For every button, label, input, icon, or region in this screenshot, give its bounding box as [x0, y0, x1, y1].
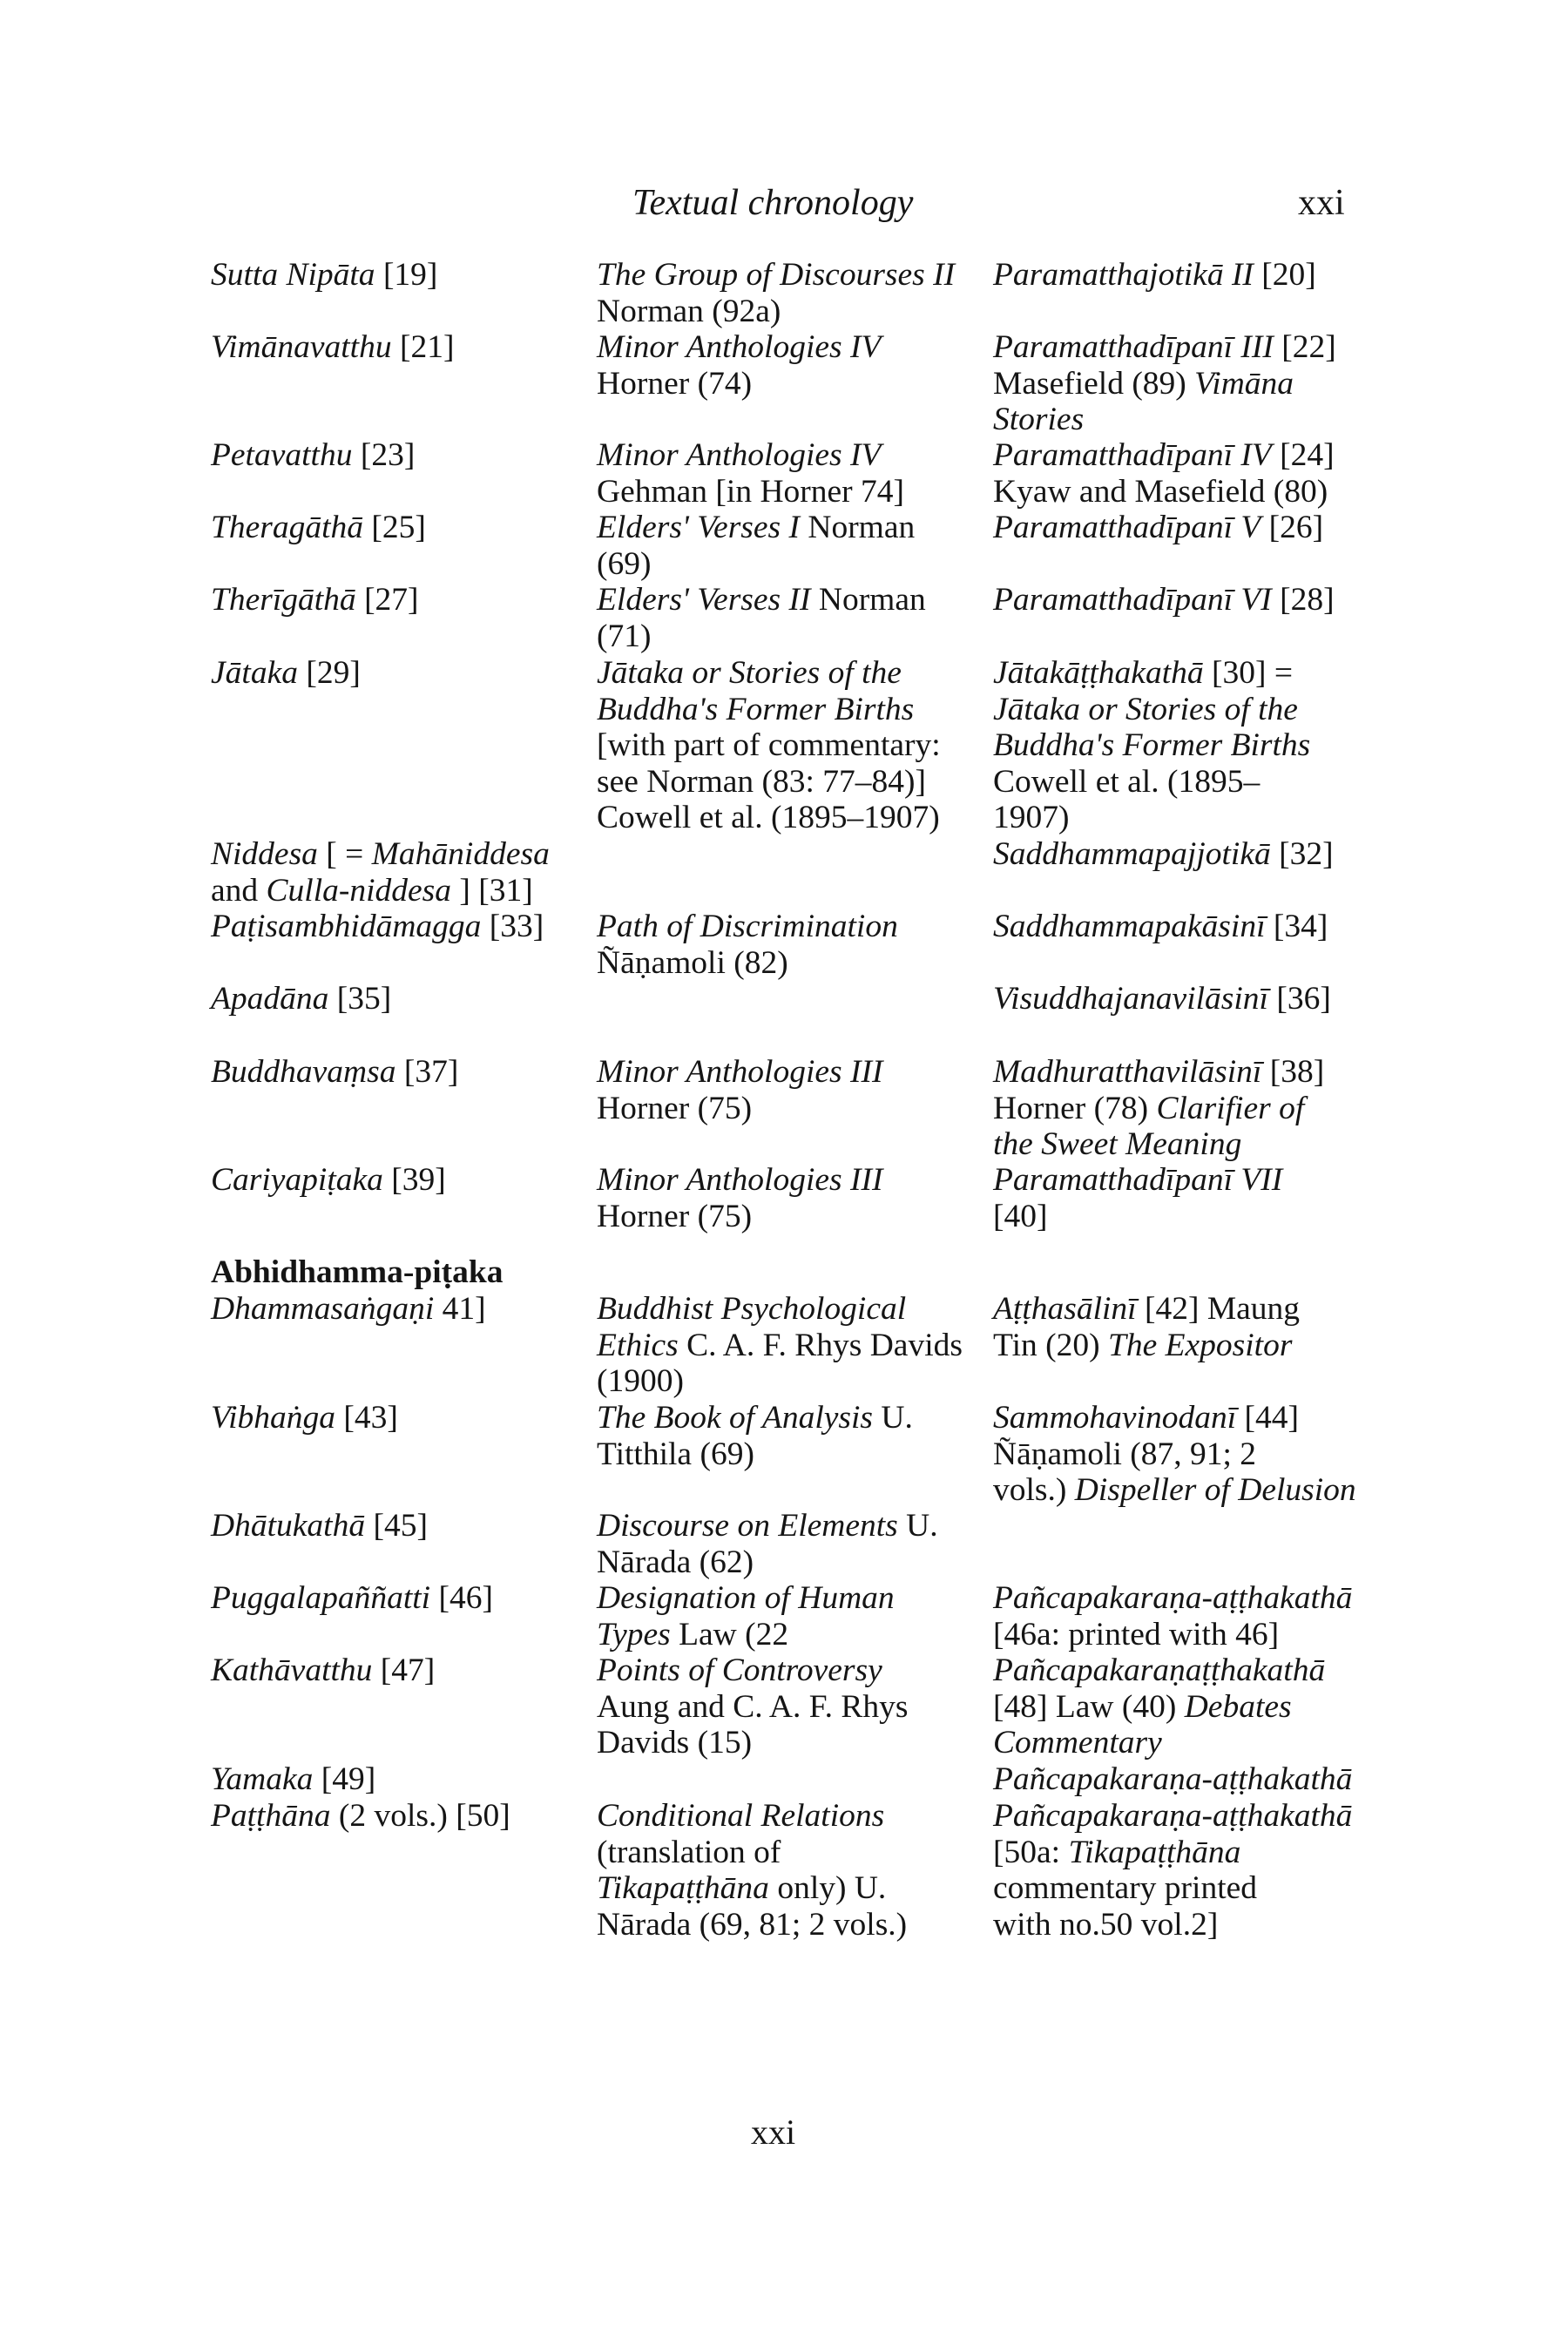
text-line: Horner (74) — [597, 365, 753, 402]
text-line: Aung and C. A. F. Rhys — [597, 1688, 909, 1725]
text-line: Paramatthadīpanī VI [28] — [993, 582, 1335, 618]
primary-text-cell — [211, 582, 419, 618]
primary-text-cell — [211, 437, 415, 474]
text-line: Pañcapakaraṇa-aṭṭhakathā — [993, 1798, 1353, 1834]
text-line: Kathāvatthu [47] — [211, 1652, 436, 1688]
text-line: Horner (75) — [597, 1198, 753, 1234]
text-line: Minor Anthologies III — [597, 1162, 883, 1198]
text-line: Theragāthā [25] — [211, 510, 426, 545]
text-line: Paramatthadīpanī IV [24] — [993, 437, 1335, 473]
text-line: Commentary — [993, 1725, 1162, 1761]
text-line: Therīgāthā [27] — [211, 582, 419, 618]
translation-cell — [597, 1798, 907, 1943]
text-line: the Sweet Meaning — [993, 1126, 1242, 1163]
translation-cell — [597, 1400, 913, 1472]
text-line: Elders' Verses II Norman — [597, 582, 926, 618]
translation-cell — [597, 582, 926, 654]
primary-text-cell — [211, 1508, 428, 1544]
text-line: Discourse on Elements U. — [597, 1508, 938, 1544]
footer-page-number: xxi — [751, 2112, 796, 2152]
text-line: Sammohavinodanī [44] — [993, 1400, 1300, 1436]
text-line: Minor Anthologies IV — [597, 329, 882, 365]
translation-cell — [597, 1291, 963, 1400]
translation-cell — [597, 1508, 938, 1580]
commentary-cell — [993, 1400, 1356, 1509]
text-line: Abhidhamma-piṭaka — [211, 1254, 504, 1290]
text-line: Conditional Relations — [597, 1798, 885, 1834]
primary-text-cell — [211, 1580, 493, 1617]
text-line: Cariyapiṭaka [39] — [211, 1162, 446, 1198]
text-line: Petavatthu [23] — [211, 437, 416, 473]
text-line: Path of Discrimination — [597, 909, 898, 944]
text-line: see Norman (83: 77–84)] — [597, 763, 927, 800]
text-line: Buddhavaṃsa [37] — [211, 1054, 459, 1090]
commentary-cell — [993, 1652, 1325, 1761]
commentary-cell — [993, 1162, 1282, 1234]
text-line: Stories — [993, 402, 1085, 438]
text-line: The Book of Analysis U. — [597, 1400, 913, 1436]
text-line: (71) — [597, 618, 652, 654]
text-line: Jātakāṭṭhakathā [30] = — [993, 655, 1293, 691]
section-heading — [211, 1254, 504, 1291]
text-line: Horner (78) Clarifier of — [993, 1090, 1305, 1126]
commentary-cell — [993, 1291, 1300, 1363]
text-line: (69) — [597, 545, 652, 582]
text-line: Nārada (69, 81; 2 vols.) — [597, 1906, 908, 1943]
text-line: Vibhaṅga [43] — [211, 1400, 398, 1436]
text-line: Elders' Verses I Norman — [597, 510, 916, 545]
text-line: Paramatthajotikā II [20] — [993, 257, 1316, 293]
primary-text-cell — [211, 1162, 446, 1199]
text-line: [48] Law (40) Debates — [993, 1688, 1292, 1725]
commentary-cell — [993, 1580, 1352, 1652]
text-line: Apadāna [35] — [211, 981, 392, 1017]
commentary-cell — [993, 437, 1335, 510]
text-line: and Culla-niddesa ] [31] — [211, 872, 533, 909]
primary-text-cell — [211, 909, 544, 945]
text-line: Gehman [in Horner 74] — [597, 473, 905, 510]
text-line: Paramatthadīpanī V [26] — [993, 510, 1324, 545]
commentary-cell — [993, 329, 1336, 438]
translation-cell — [597, 510, 915, 582]
text-line: Paramatthadīpanī VII — [993, 1162, 1283, 1198]
primary-text-cell — [211, 1761, 375, 1798]
text-line: Jātaka or Stories of the — [993, 691, 1298, 727]
commentary-cell — [993, 1054, 1324, 1163]
text-line: Jātaka or Stories of the — [597, 655, 902, 691]
text-line: Puggalapaññatti [46] — [211, 1580, 493, 1616]
text-line: Tin (20) The Expositor — [993, 1327, 1293, 1363]
text-line: Saddhammapakāsinī [34] — [993, 909, 1328, 944]
text-line: Masefield (89) Vimāna — [993, 365, 1294, 402]
primary-text-cell — [211, 1652, 435, 1689]
text-line: Points of Controversy — [597, 1652, 882, 1688]
text-line: Buddha's Former Births — [597, 691, 915, 727]
translation-cell — [597, 1580, 895, 1652]
text-line: Cowell et al. (1895–1907) — [597, 800, 940, 836]
text-line: Minor Anthologies IV — [597, 437, 882, 473]
text-line: Kyaw and Masefield (80) — [993, 473, 1328, 510]
text-line: [with part of commentary: — [597, 727, 941, 764]
translation-cell — [597, 1162, 882, 1234]
primary-text-cell — [211, 655, 361, 692]
commentary-cell — [993, 836, 1334, 873]
text-line: [40] — [993, 1198, 1048, 1234]
translation-cell — [597, 1054, 882, 1126]
text-line: Vimānavatthu [21] — [211, 329, 455, 365]
primary-text-cell — [211, 981, 391, 1017]
text-line: Tikapaṭṭhāna only) U. — [597, 1870, 887, 1907]
text-line: Nārada (62) — [597, 1544, 754, 1580]
text-line: Madhuratthavilāsinī [38] — [993, 1054, 1325, 1090]
text-line: Ethics C. A. F. Rhys Davids — [597, 1327, 963, 1363]
text-line: Buddha's Former Births — [993, 727, 1311, 764]
text-line: with no.50 vol.2] — [993, 1906, 1219, 1943]
text-line: Paṭisambhidāmagga [33] — [211, 909, 544, 944]
translation-cell — [597, 329, 881, 402]
primary-text-cell — [211, 1291, 486, 1328]
text-line: Designation of Human — [597, 1580, 895, 1616]
text-line: Norman (92a) — [597, 293, 781, 329]
text-line: Niddesa [ = Mahāniddesa — [211, 836, 550, 872]
text-line: Paṭṭhāna (2 vols.) [50] — [211, 1798, 510, 1834]
text-line: Yamaka [49] — [211, 1761, 376, 1797]
commentary-cell — [993, 909, 1328, 945]
primary-text-cell — [211, 257, 437, 294]
commentary-cell — [993, 510, 1323, 546]
translation-cell — [597, 655, 941, 836]
primary-text-cell — [211, 510, 426, 546]
text-line: Ñāṇamoli (82) — [597, 944, 788, 981]
primary-text-cell — [211, 1798, 510, 1835]
text-line: [46a: printed with 46] — [993, 1616, 1280, 1652]
text-line: Saddhammapajjotikā [32] — [993, 836, 1334, 872]
commentary-cell — [993, 1761, 1352, 1798]
primary-text-cell — [211, 1054, 458, 1091]
text-line: (translation of — [597, 1834, 781, 1870]
text-line: Buddhist Psychological — [597, 1291, 907, 1327]
text-line: Types Law (22 — [597, 1616, 789, 1652]
translation-cell — [597, 1652, 908, 1761]
text-line: Pañcapakaraṇa-aṭṭhakathā — [993, 1580, 1353, 1616]
commentary-cell — [993, 582, 1335, 618]
commentary-cell — [993, 1798, 1352, 1943]
commentary-cell — [993, 257, 1316, 294]
text-line: [50a: Tikapaṭṭhāna — [993, 1834, 1241, 1870]
text-line: Minor Anthologies III — [597, 1054, 883, 1090]
text-line: Pañcapakaraṇaṭṭhakathā — [993, 1652, 1326, 1688]
translation-cell — [597, 909, 898, 981]
text-line: Paramatthadīpanī III [22] — [993, 329, 1336, 365]
translation-cell — [597, 257, 955, 329]
translation-cell — [597, 437, 904, 510]
primary-text-cell — [211, 329, 454, 366]
text-line: Horner (75) — [597, 1090, 753, 1126]
text-line: vols.) Dispeller of Delusion — [993, 1472, 1356, 1509]
text-line: Titthila (69) — [597, 1436, 754, 1472]
text-line: Jātaka [29] — [211, 655, 361, 691]
text-line: Dhammasaṅgaṇi 41] — [211, 1291, 486, 1327]
text-line: Sutta Nipāta [19] — [211, 257, 438, 293]
header-page-number: xxi — [1298, 183, 1345, 223]
primary-text-cell — [211, 836, 550, 909]
primary-text-cell — [211, 1400, 398, 1436]
text-line: Cowell et al. (1895– — [993, 763, 1260, 800]
text-line: commentary printed — [993, 1870, 1258, 1907]
commentary-cell — [993, 655, 1310, 836]
commentary-cell — [993, 981, 1331, 1017]
text-line: Dhātukathā [45] — [211, 1508, 428, 1544]
text-line: The Group of Discourses II — [597, 257, 956, 293]
text-line: Pañcapakaraṇa-aṭṭhakathā — [993, 1761, 1353, 1797]
text-line: Visuddhajanavilāsinī [36] — [993, 981, 1331, 1017]
running-header-title: Textual chronology — [632, 183, 914, 223]
text-line: Davids (15) — [597, 1725, 753, 1761]
text-line: (1900) — [597, 1363, 684, 1400]
text-line: Aṭṭhasālinī [42] Maung — [993, 1291, 1301, 1327]
text-line: 1907) — [993, 800, 1070, 836]
text-line: Ñāṇamoli (87, 91; 2 — [993, 1436, 1257, 1472]
